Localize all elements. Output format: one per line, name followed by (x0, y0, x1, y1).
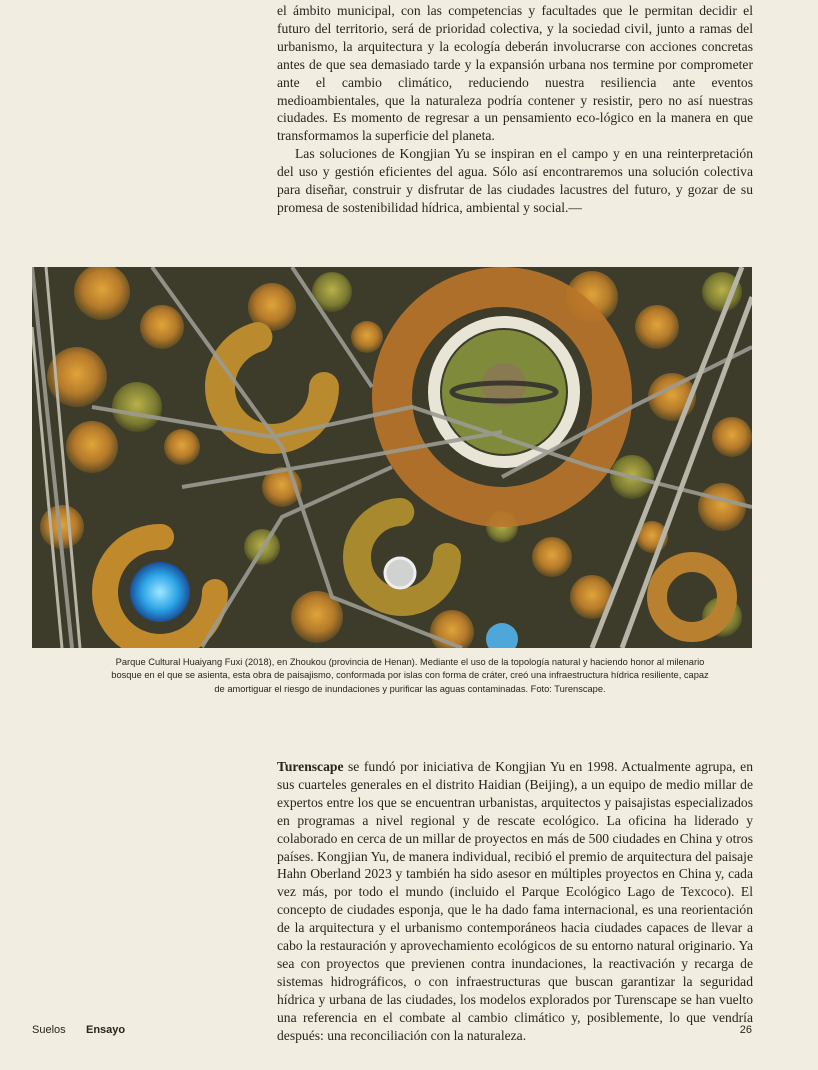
footer-category: Ensayo (86, 1024, 126, 1036)
article-body-sidebar (277, 758, 753, 1045)
page-footer (32, 1024, 752, 1040)
sidebar-paragraph (277, 758, 753, 1045)
photo-caption: Parque Cultural Huaiyang Fuxi (2018), en Zhoukou (provincia de Henan). Mediante el uso de la topología natural y haciendo honor al milenario bosque en el que se asienta, esta obra de paisajismo, conformada por islas con forma de cráter, creó una infraestructura hídrica resiliente, capaz de amortiguar el riesgo de inundaciones y purificar las aguas contaminadas. Foto: Turenscape. (111, 657, 709, 694)
paragraph-2: Las soluciones de Kongjian Yu se inspiran en el campo y en una reinterpretación del uso y gestión eficientes del agua. Sólo así encontraremos una solución colectiva para diseñar, construir y disfrutar de las ciudades lacustres del futuro, y gozar de su promesa de sostenibilidad hídrica, ambiental y social.— (277, 146, 753, 215)
park-aerial-photo (32, 267, 752, 648)
article-body-top (277, 2, 753, 217)
page-number: 26 (739, 1024, 752, 1036)
sidebar-body: se fundó por iniciativa de Kongjian Yu en 1998. Actualmente agrupa, en sus cuarteles generales en el distrito Haidian (Beijing), a un equipo de medio millar de expertos entre los que se encuentran urbanistas, arquitectos y paisajistas especializados en programas a nivel regional y de rescate ecológico. La oficina ha liderado y colaborado en cerca de un millar de proyectos en más de 500 ciudades en China y otros países. Kongjian Yu, de manera individual, recibió el premio de arquitectura del paisaje Hahn Oberland 2023 y también ha sido asesor en múltiples proyectos en China y, cada vez más, por todo el mundo (incluido el Parque Ecológico Lago de Texcoco). El concepto de ciudades esponja, que le ha dado fama internacional, es una reorientación de la arquitectura y el urbanismo contemporáneos hacia ciudades capaces de llevar a cabo la restauración y aprovechamiento ecológicos de su entorno natural originario. Ya sea con proyectos que previenen contra inundaciones, la reactivación y recarga de sistemas hidrográficos, o con infraestructuras que buscan garantizar la seguridad hídrica y urbana de las ciudades, los modelos explorados por Turenscape se han vuelto una referencia en el combate al cambio climático y, posiblemente, lo que vendría después: una reconciliación con la naturaleza. (277, 759, 753, 1043)
sidebar-lead: Turenscape (277, 759, 344, 774)
paragraph-1: el ámbito municipal, con las competencias y facultades que le permitan decidir el futuro del territorio, será de prioridad colectiva, y la sociedad civil, junto a ramas del urbanismo, la arquitectura y la ecología deberán involucrarse con acciones concretas antes de que sea demasiado tarde y la expansión urbana nos termine por comprometer ante el cambio climático, reduciendo nuestra resiliencia ante eventos medioambientales, que la naturaleza podría contener y resistir, pero no así nuestras ciudades. Es momento de regresar a un pensamiento eco-lógico en la manera en que transformamos la superficie del planeta. (277, 3, 753, 144)
footer-section: Suelos (32, 1024, 66, 1036)
